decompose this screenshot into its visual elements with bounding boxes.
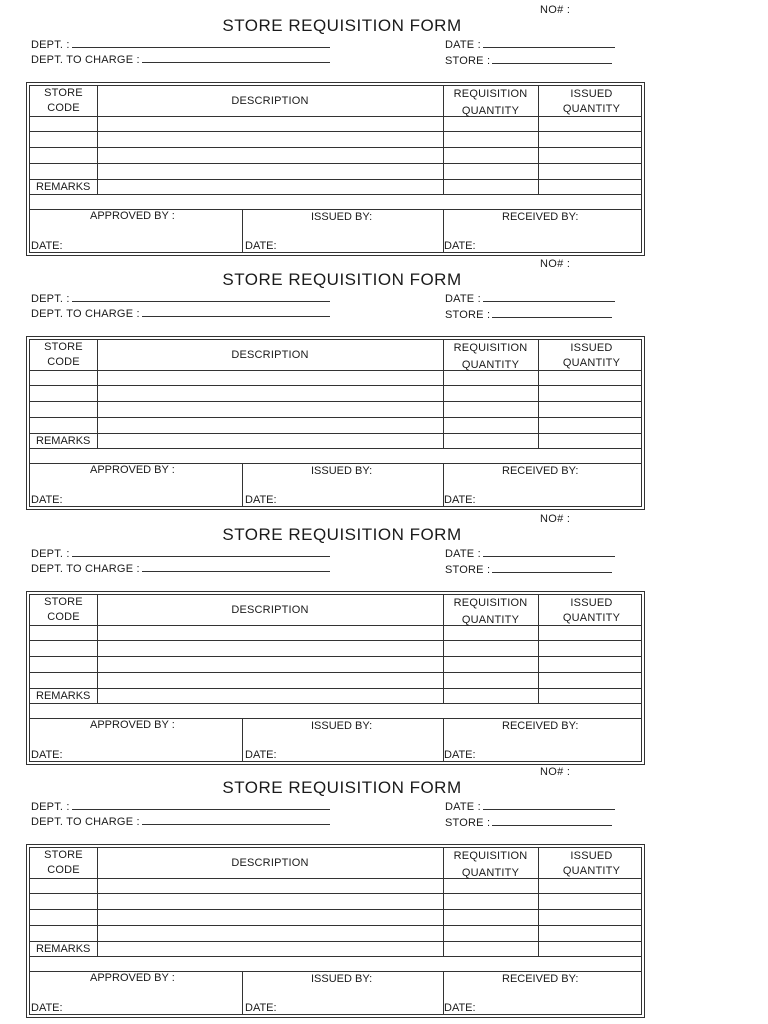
- signature-divider-vertical: [242, 463, 243, 506]
- table-row-divider: [30, 909, 641, 910]
- dept-blank[interactable]: [72, 799, 330, 810]
- approved-date-label: DATE:: [31, 240, 63, 252]
- received-by-label: RECEIVED BY:: [502, 720, 579, 732]
- approved-date-label: DATE:: [31, 749, 63, 761]
- store-code-header: [30, 340, 97, 370]
- issued-date-label: DATE:: [245, 1002, 277, 1014]
- dept-label: DEPT. :: [31, 293, 70, 305]
- dept-to-charge-blank[interactable]: [142, 52, 330, 63]
- issued-date-label: DATE:: [245, 749, 277, 761]
- description-header: DESCRIPTION: [231, 604, 309, 616]
- store-field[interactable]: [445, 307, 612, 321]
- approved-date-label: DATE:: [31, 494, 63, 506]
- date-field[interactable]: [445, 291, 615, 305]
- issued-by-label: ISSUED BY:: [311, 211, 373, 223]
- table-row-divider: [30, 147, 641, 148]
- requisition-table: [26, 591, 645, 765]
- requisition-quantity-header-line1: REQUISITION: [453, 597, 528, 609]
- requisition-quantity-header-line2: QUANTITY: [461, 359, 520, 371]
- issued-date-label: DATE:: [245, 494, 277, 506]
- approved-by-label: APPROVED BY :: [90, 464, 175, 476]
- dept-label: DEPT. :: [31, 39, 70, 51]
- requisition-form-1: [0, 0, 768, 254]
- issued-quantity-header-line2: QUANTITY: [562, 865, 621, 877]
- requisition-form-3: [0, 509, 768, 763]
- date-blank[interactable]: [483, 546, 615, 557]
- date-label: DATE :: [445, 548, 481, 560]
- requisition-table-inner: [29, 85, 642, 253]
- dept-to-charge-blank[interactable]: [142, 561, 330, 572]
- store-label: STORE :: [445, 309, 491, 321]
- dept-field[interactable]: [31, 37, 330, 51]
- requisition-table-inner: [29, 339, 642, 507]
- remarks-divider: [30, 956, 641, 957]
- table-row-divider: [30, 433, 641, 434]
- dept-to-charge-field[interactable]: [31, 561, 330, 575]
- form-title: STORE REQUISITION FORM: [222, 778, 462, 797]
- received-date-label: DATE:: [444, 749, 476, 761]
- approved-by-label: APPROVED BY :: [90, 972, 175, 984]
- table-row-divider: [30, 672, 641, 673]
- dept-label: DEPT. :: [31, 801, 70, 813]
- date-field[interactable]: [445, 37, 615, 51]
- dept-blank[interactable]: [72, 37, 330, 48]
- form-title: STORE REQUISITION FORM: [222, 16, 462, 35]
- dept-to-charge-field[interactable]: [31, 306, 330, 320]
- table-row-divider: [30, 401, 641, 402]
- requisition-quantity-header-line2: QUANTITY: [461, 105, 520, 117]
- requisition-form-4: [0, 762, 768, 1016]
- received-by-label: RECEIVED BY:: [502, 973, 579, 985]
- requisition-quantity-header: [443, 341, 538, 373]
- received-date-label: DATE:: [444, 240, 476, 252]
- table-row-divider: [30, 131, 641, 132]
- store-blank[interactable]: [492, 307, 612, 318]
- store-label: STORE :: [445, 564, 491, 576]
- received-date-label: DATE:: [444, 494, 476, 506]
- form-number-label: NO# :: [540, 4, 571, 16]
- signature-divider-vertical: [242, 209, 243, 252]
- store-code-header-line2: CODE: [47, 864, 80, 876]
- table-row-divider: [30, 179, 641, 180]
- issued-by-label: ISSUED BY:: [311, 973, 373, 985]
- description-header: DESCRIPTION: [231, 95, 309, 107]
- requisition-quantity-header-line1: REQUISITION: [453, 342, 528, 354]
- store-blank[interactable]: [492, 562, 612, 573]
- dept-to-charge-blank[interactable]: [142, 306, 330, 317]
- store-code-header-line2: CODE: [47, 611, 80, 623]
- date-field[interactable]: [445, 546, 615, 560]
- store-code-header-line1: STORE: [44, 87, 83, 99]
- dept-to-charge-label: DEPT. TO CHARGE :: [31, 816, 140, 828]
- store-label: STORE :: [445, 817, 491, 829]
- table-row-divider: [30, 417, 641, 418]
- issued-quantity-header-line1: ISSUED: [570, 597, 613, 609]
- date-blank[interactable]: [483, 37, 615, 48]
- requisition-quantity-header-line2: QUANTITY: [461, 867, 520, 879]
- date-label: DATE :: [445, 801, 481, 813]
- requisition-table-inner: [29, 847, 642, 1015]
- issued-quantity-header-line1: ISSUED: [570, 342, 613, 354]
- table-row-divider: [30, 656, 641, 657]
- requisition-table: [26, 844, 645, 1018]
- issued-quantity-header-line1: ISSUED: [570, 88, 613, 100]
- dept-field[interactable]: [31, 291, 330, 305]
- store-code-header: [30, 86, 97, 116]
- dept-to-charge-label: DEPT. TO CHARGE :: [31, 54, 140, 66]
- date-label: DATE :: [445, 293, 481, 305]
- dept-blank[interactable]: [72, 291, 330, 302]
- approved-by-label: APPROVED BY :: [90, 210, 175, 222]
- table-row-divider: [30, 688, 641, 689]
- form-title: STORE REQUISITION FORM: [222, 525, 462, 544]
- store-code-header: [30, 595, 97, 625]
- remarks-label: REMARKS: [36, 435, 91, 447]
- requisition-quantity-header: [443, 596, 538, 628]
- dept-to-charge-label: DEPT. TO CHARGE :: [31, 308, 140, 320]
- issued-date-label: DATE:: [245, 240, 277, 252]
- dept-to-charge-field[interactable]: [31, 52, 330, 66]
- signature-divider-vertical: [242, 971, 243, 1014]
- form-title: STORE REQUISITION FORM: [222, 270, 462, 289]
- dept-blank[interactable]: [72, 546, 330, 557]
- requisition-quantity-header: [443, 87, 538, 119]
- issued-quantity-header: [538, 87, 645, 117]
- received-date-label: DATE:: [444, 1002, 476, 1014]
- issued-quantity-header-line2: QUANTITY: [562, 612, 621, 624]
- issued-quantity-header-line2: QUANTITY: [562, 357, 621, 369]
- store-field[interactable]: [445, 562, 612, 576]
- dept-to-charge-field[interactable]: [31, 814, 330, 828]
- requisition-quantity-header-line2: QUANTITY: [461, 614, 520, 626]
- table-row-divider: [30, 941, 641, 942]
- store-blank[interactable]: [492, 53, 612, 64]
- store-code-header-line2: CODE: [47, 356, 80, 368]
- dept-field[interactable]: [31, 546, 330, 560]
- signature-divider-vertical: [242, 718, 243, 761]
- issued-quantity-header: [538, 849, 645, 879]
- issued-by-label: ISSUED BY:: [311, 465, 373, 477]
- issued-quantity-header-line1: ISSUED: [570, 850, 613, 862]
- date-label: DATE :: [445, 39, 481, 51]
- remarks-divider: [30, 703, 641, 704]
- requisition-table: [26, 82, 645, 256]
- approved-date-label: DATE:: [31, 1002, 63, 1014]
- issued-quantity-header-line2: QUANTITY: [562, 103, 621, 115]
- remarks-divider: [30, 448, 641, 449]
- store-code-header-line1: STORE: [44, 341, 83, 353]
- table-row-divider: [30, 925, 641, 926]
- table-row-divider: [30, 893, 641, 894]
- store-code-header-line1: STORE: [44, 596, 83, 608]
- dept-field[interactable]: [31, 799, 330, 813]
- issued-by-label: ISSUED BY:: [311, 720, 373, 732]
- requisition-table-inner: [29, 594, 642, 762]
- date-blank[interactable]: [483, 291, 615, 302]
- date-blank[interactable]: [483, 799, 615, 810]
- issued-quantity-header: [538, 596, 645, 626]
- table-row-divider: [30, 385, 641, 386]
- approved-by-label: APPROVED BY :: [90, 719, 175, 731]
- date-field[interactable]: [445, 799, 615, 813]
- form-number-label: NO# :: [540, 258, 571, 270]
- store-field[interactable]: [445, 53, 612, 67]
- issued-quantity-header: [538, 341, 645, 371]
- store-code-header-line2: CODE: [47, 102, 80, 114]
- description-header: DESCRIPTION: [231, 349, 309, 361]
- remarks-label: REMARKS: [36, 690, 91, 702]
- table-row-divider: [30, 640, 641, 641]
- requisition-quantity-header: [443, 849, 538, 881]
- store-label: STORE :: [445, 55, 491, 67]
- received-by-label: RECEIVED BY:: [502, 211, 579, 223]
- table-row-divider: [30, 163, 641, 164]
- dept-to-charge-label: DEPT. TO CHARGE :: [31, 563, 140, 575]
- description-header: DESCRIPTION: [231, 857, 309, 869]
- remarks-divider: [30, 194, 641, 195]
- requisition-form-2: [0, 254, 768, 508]
- remarks-label: REMARKS: [36, 181, 91, 193]
- store-field[interactable]: [445, 815, 612, 829]
- dept-to-charge-blank[interactable]: [142, 814, 330, 825]
- requisition-quantity-header-line1: REQUISITION: [453, 850, 528, 862]
- store-blank[interactable]: [492, 815, 612, 826]
- store-code-header-line1: STORE: [44, 849, 83, 861]
- store-code-header: [30, 848, 97, 878]
- remarks-label: REMARKS: [36, 943, 91, 955]
- received-by-label: RECEIVED BY:: [502, 465, 579, 477]
- form-number-label: NO# :: [540, 766, 571, 778]
- requisition-table: [26, 336, 645, 510]
- dept-label: DEPT. :: [31, 548, 70, 560]
- form-number-label: NO# :: [540, 513, 571, 525]
- requisition-quantity-header-line1: REQUISITION: [453, 88, 528, 100]
